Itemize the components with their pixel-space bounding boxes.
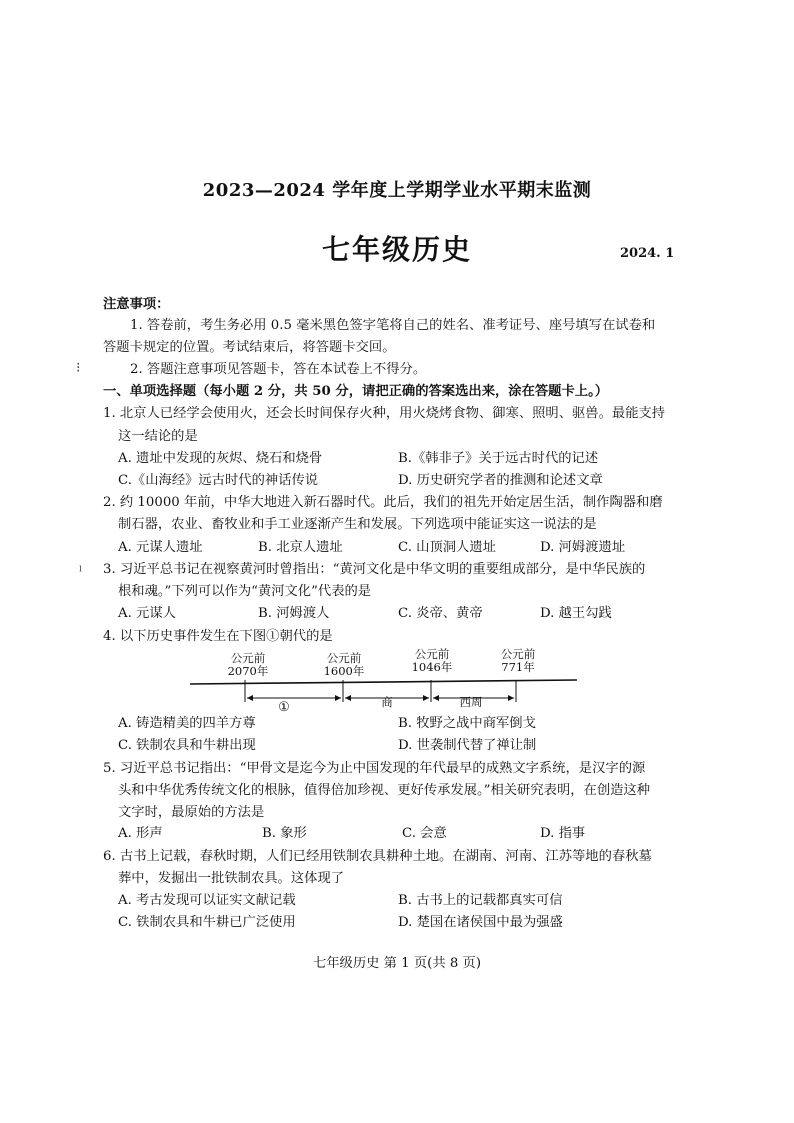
timeline-date-label <box>492 648 544 674</box>
notes-heading: 注意事项： <box>103 297 170 312</box>
question-stem: 制石器，农业、畜牧业和手工业逐渐产生和发展。下列选项中能证实这一说法的是 <box>118 517 597 532</box>
question-stem: 根和魂。”下列可以作为“黄河文化”代表的是 <box>118 584 372 599</box>
timeline-segment-label: 西周 <box>459 695 483 709</box>
option-c: C. 山顶洞人遗址 <box>398 540 496 555</box>
timeline-label-line: 771年 <box>501 660 535 675</box>
question-stem: 1. 北京人已经学会使用火，还会长时间保存火种，用火烧烤食物、御寒、照明、驱兽。最能支持 <box>103 406 666 421</box>
option-a: A. 元谋人 <box>118 606 176 621</box>
timeline-label-line: 公元前 <box>500 647 536 661</box>
option-d: D. 越王勾践 <box>540 606 612 621</box>
question-stem: 文字时，最原始的方法是 <box>118 805 265 820</box>
question-stem: 这一结论的是 <box>118 429 198 444</box>
question-stem: 2. 约 10000 年前，中华大地进入新石器时代。此后，我们的祖先开始定居生活，制作陶器和磨 <box>103 495 663 510</box>
notes-item-2: 2. 答题注意事项见答题卡，答在本试卷上不得分。 <box>130 362 427 377</box>
option-a: A. 遗址中发现的灰烬、烧石和烧骨 <box>118 451 323 466</box>
timeline-label-line: 1046年 <box>411 660 453 675</box>
question-stem: 3. 习近平总书记在视察黄河时曾指出：“黄河文化是中华文明的重要组成部分，是中华民族的 <box>103 562 646 577</box>
option-c: C.《山海经》远古时代的神话传说 <box>118 473 319 488</box>
option-a: A. 考古发现可以证实文献记载 <box>118 893 296 908</box>
option-a: A. 形声 <box>118 826 163 841</box>
option-b: B.《韩非子》关于远古时代的记述 <box>398 451 599 466</box>
option-b: B. 北京人遗址 <box>258 540 343 555</box>
option-c: C. 铁制农具和牛耕出现 <box>118 738 256 753</box>
option-d: D. 世袭制代替了禅让制 <box>398 738 537 753</box>
option-a: A. 铸造精美的四羊方尊 <box>118 716 256 731</box>
timeline-segment-label: 商 <box>381 695 393 709</box>
timeline-date-label <box>318 652 370 678</box>
timeline-segment-label: ① <box>278 700 290 715</box>
page-footer: 七年级历史 第 1 页(共 8 页) <box>312 956 482 971</box>
section-heading: 一、单项选择题（每小题 2 分，共 50 分，请把正确的答案选出来，涂在答题卡上。） <box>103 384 609 399</box>
option-b: B. 河姆渡人 <box>258 606 330 621</box>
question-stem: 葬中，发掘出一批铁制农具。这体现了 <box>118 871 345 886</box>
question-stem: 6. 古书上记载，春秋时期，人们已经用铁制农具耕种土地。在湖南、河南、江苏等地的春秋墓 <box>103 849 652 864</box>
question-stem: 5. 习近平总书记指出：“甲骨文是迄今为止中国发现的年代最早的成熟文字系统，是汉字的源 <box>103 761 646 776</box>
question-stem: 4. 以下历史事件发生在下图①朝代的是 <box>103 629 333 644</box>
option-c: C. 会意 <box>402 826 447 841</box>
timeline-axis <box>190 680 577 684</box>
option-b: B. 象形 <box>262 826 307 841</box>
timeline-date-label <box>406 648 458 674</box>
exam-title: 七年级历史 <box>321 233 472 266</box>
exam-subtitle: 2023—2024 学年度上学期学业水平期末监测 <box>202 180 592 201</box>
option-a: A. 元谋人遗址 <box>118 540 203 555</box>
timeline-label-line: 公元前 <box>414 647 450 661</box>
timeline-label-line: 公元前 <box>230 651 266 665</box>
exam-date: 2024. 1 <box>620 246 675 261</box>
option-d: D. 指事 <box>540 826 586 841</box>
timeline-label-line: 2070年 <box>227 664 269 679</box>
option-b: B. 古书上的记载都真实可信 <box>398 893 563 908</box>
scan-mark: ⁝ <box>76 360 81 376</box>
question-stem: 头和中华优秀传统文化的根脉，值得倍加珍视、更好传承发展。”相关研究表明，在创造这种 <box>118 783 651 798</box>
timeline-label-line: 公元前 <box>326 651 362 665</box>
notes-item-1-cont: 答题卡规定的位置。考试结束后，将答题卡交回。 <box>103 340 396 355</box>
option-d: D. 历史研究学者的推测和论述文章 <box>398 473 603 488</box>
option-d: D. 河姆渡遗址 <box>540 540 626 555</box>
notes-item-1: 1. 答卷前，考生务必用 0.5 毫米黑色签字笔将自己的姓名、准考证号、座号填写在试卷和 <box>130 318 656 333</box>
option-c: C. 铁制农具和牛耕已广泛使用 <box>118 915 296 930</box>
option-b: B. 牧野之战中商军倒戈 <box>398 716 536 731</box>
scan-mark: ˡ <box>79 564 83 580</box>
option-d: D. 楚国在诸侯国中最为强盛 <box>398 915 563 930</box>
timeline-label-line: 1600年 <box>323 664 365 679</box>
option-c: C. 炎帝、黄帝 <box>398 606 483 621</box>
timeline-date-label <box>222 652 274 678</box>
